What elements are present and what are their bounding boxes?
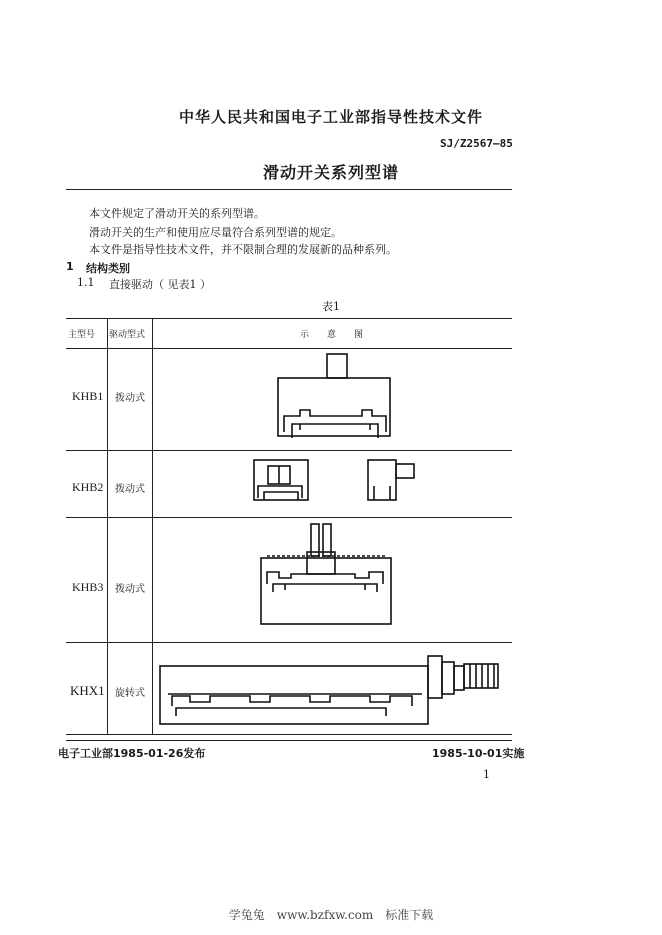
table-header-drive: 驱动型式 xyxy=(109,330,146,340)
intro-paragraph-2: 滑动开关的生产和使用应尽量符合系列型谱的规定。 xyxy=(89,226,342,239)
table-row-divider xyxy=(66,642,512,643)
watermark-text: 学兔兔 www.bzfxw.com 标准下载 xyxy=(228,908,434,922)
table-row-divider xyxy=(66,517,512,518)
table-row-drive: 拨动式 xyxy=(115,584,145,595)
table-header-diagram: 示 意 图 xyxy=(300,330,364,340)
issue-date: 电子工业部1985-01-26发布 xyxy=(58,747,206,760)
standard-number: SJ/Z2567—85 xyxy=(440,137,513,150)
intro-paragraph-1: 本文件规定了滑动开关的系列型谱。 xyxy=(89,207,265,220)
effective-date: 1985-10-01实施 xyxy=(432,747,525,760)
rotary-slide-switch-diagram xyxy=(150,650,510,730)
intro-paragraph-3: 本文件是指导性技术文件，并不限制合理的发展新的品种系列。 xyxy=(89,243,397,256)
section-1-1-number: 1.1 xyxy=(77,276,95,289)
section-1-1-title: 直接驱动（ 见表1 ） xyxy=(109,278,211,291)
title-rule xyxy=(66,189,512,190)
document-title: 滑动开关系列型谱 xyxy=(262,163,399,182)
slide-switch-diagram-1 xyxy=(270,352,400,444)
table-row-model: KHB3 xyxy=(72,580,104,594)
table-row-drive: 拨动式 xyxy=(115,393,145,404)
table-column-divider xyxy=(107,318,108,734)
table-row-drive: 拨动式 xyxy=(115,484,145,495)
table-row-model: KHX1 xyxy=(70,683,105,698)
slide-switch-diagram-2 xyxy=(250,456,430,512)
table-row-divider xyxy=(66,450,512,451)
section-1-number: 1 xyxy=(66,260,74,273)
table-caption: 表1 xyxy=(322,300,340,313)
section-1-title: 结构类别 xyxy=(86,262,130,275)
table-row-model: KHB1 xyxy=(72,389,104,403)
table-top-rule xyxy=(66,318,512,319)
page-number: 1 xyxy=(483,768,490,781)
table-header-model: 主型号 xyxy=(68,330,96,340)
footer-rule xyxy=(66,740,512,741)
table-row-drive: 旋转式 xyxy=(115,688,145,699)
org-title: 中华人民共和国电子工业部指导性技术文件 xyxy=(178,108,483,126)
table-header-rule xyxy=(66,348,512,349)
table-bottom-rule xyxy=(66,734,512,735)
slide-switch-diagram-3 xyxy=(255,522,400,632)
table-row-model: KHB2 xyxy=(72,480,104,494)
